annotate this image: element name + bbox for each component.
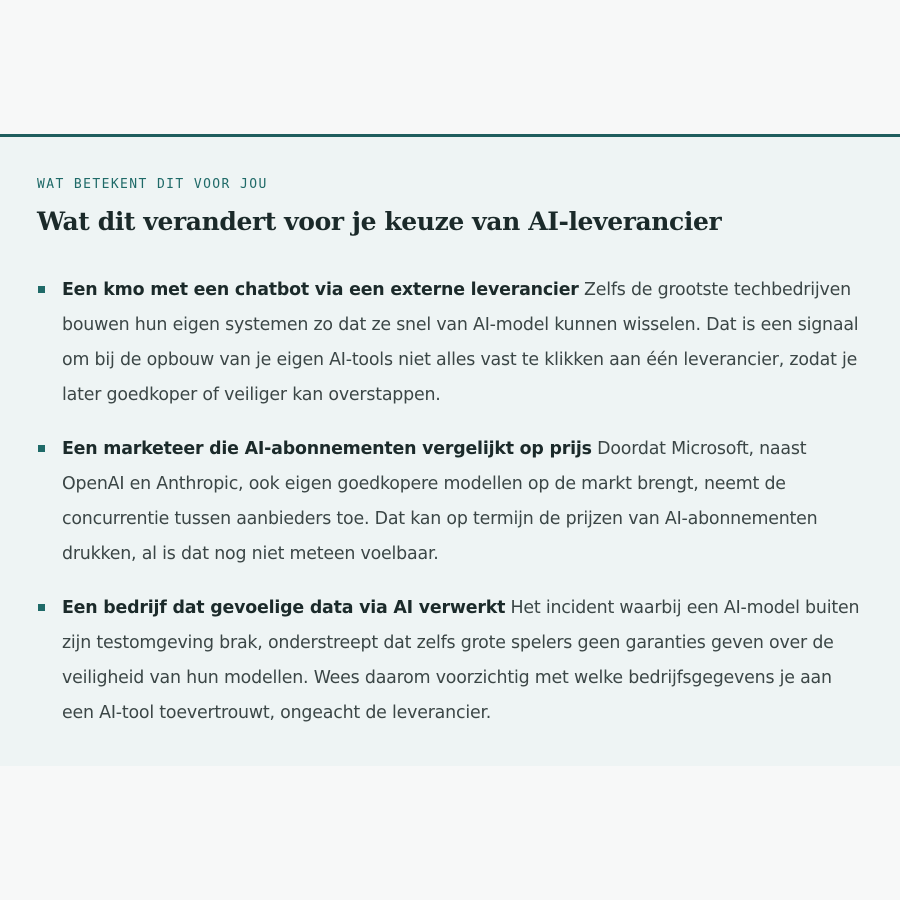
impact-list [38,273,868,750]
section-title: Wat dit verandert voor je keuze van AI-leverancier [37,207,722,236]
item-text: Het incident waarbij een AI-model buiten zijn testomgeving brak, onderstreept dat zelfs grote spelers geen garanties geven over de veiligheid van hun modellen. Wees daarom voorzichtig met welke bedrijfsgegevens je aan een AI-tool toevertrouwt, ongeacht de leverancier. [62,598,860,723]
square-bullet-icon [38,604,45,611]
item-lead: Een kmo met een chatbot via een externe leverancier [62,280,579,300]
square-bullet-icon [38,286,45,293]
list-item [38,591,868,731]
section-eyebrow: WAT BETEKENT DIT VOOR JOU [37,177,268,192]
list-item [38,432,868,572]
item-lead: Een marketeer die AI-abonnementen vergelijkt op prijs [62,439,592,459]
square-bullet-icon [38,445,45,452]
item-text: Zelfs de grootste techbedrijven bouwen hun eigen systemen zo dat ze snel van AI-model kunnen wisselen. Dat is een signaal om bij de opbouw van je eigen AI-tools niet alles vast te klikken aan één leverancier, zodat je later goedkoper of veiliger kan overstappen. [62,280,859,405]
item-lead: Een bedrijf dat gevoelige data via AI verwerkt [62,598,506,618]
item-text: Doordat Microsoft, naast OpenAI en Anthropic, ook eigen goedkopere modellen op de markt brengt, neemt de concurrentie tussen aanbieders toe. Dat kan op termijn de prijzen van AI-abonnementen drukken, al is dat nog niet meteen voelbaar. [62,439,818,564]
impact-callout-box [0,134,900,766]
list-item [38,273,868,413]
